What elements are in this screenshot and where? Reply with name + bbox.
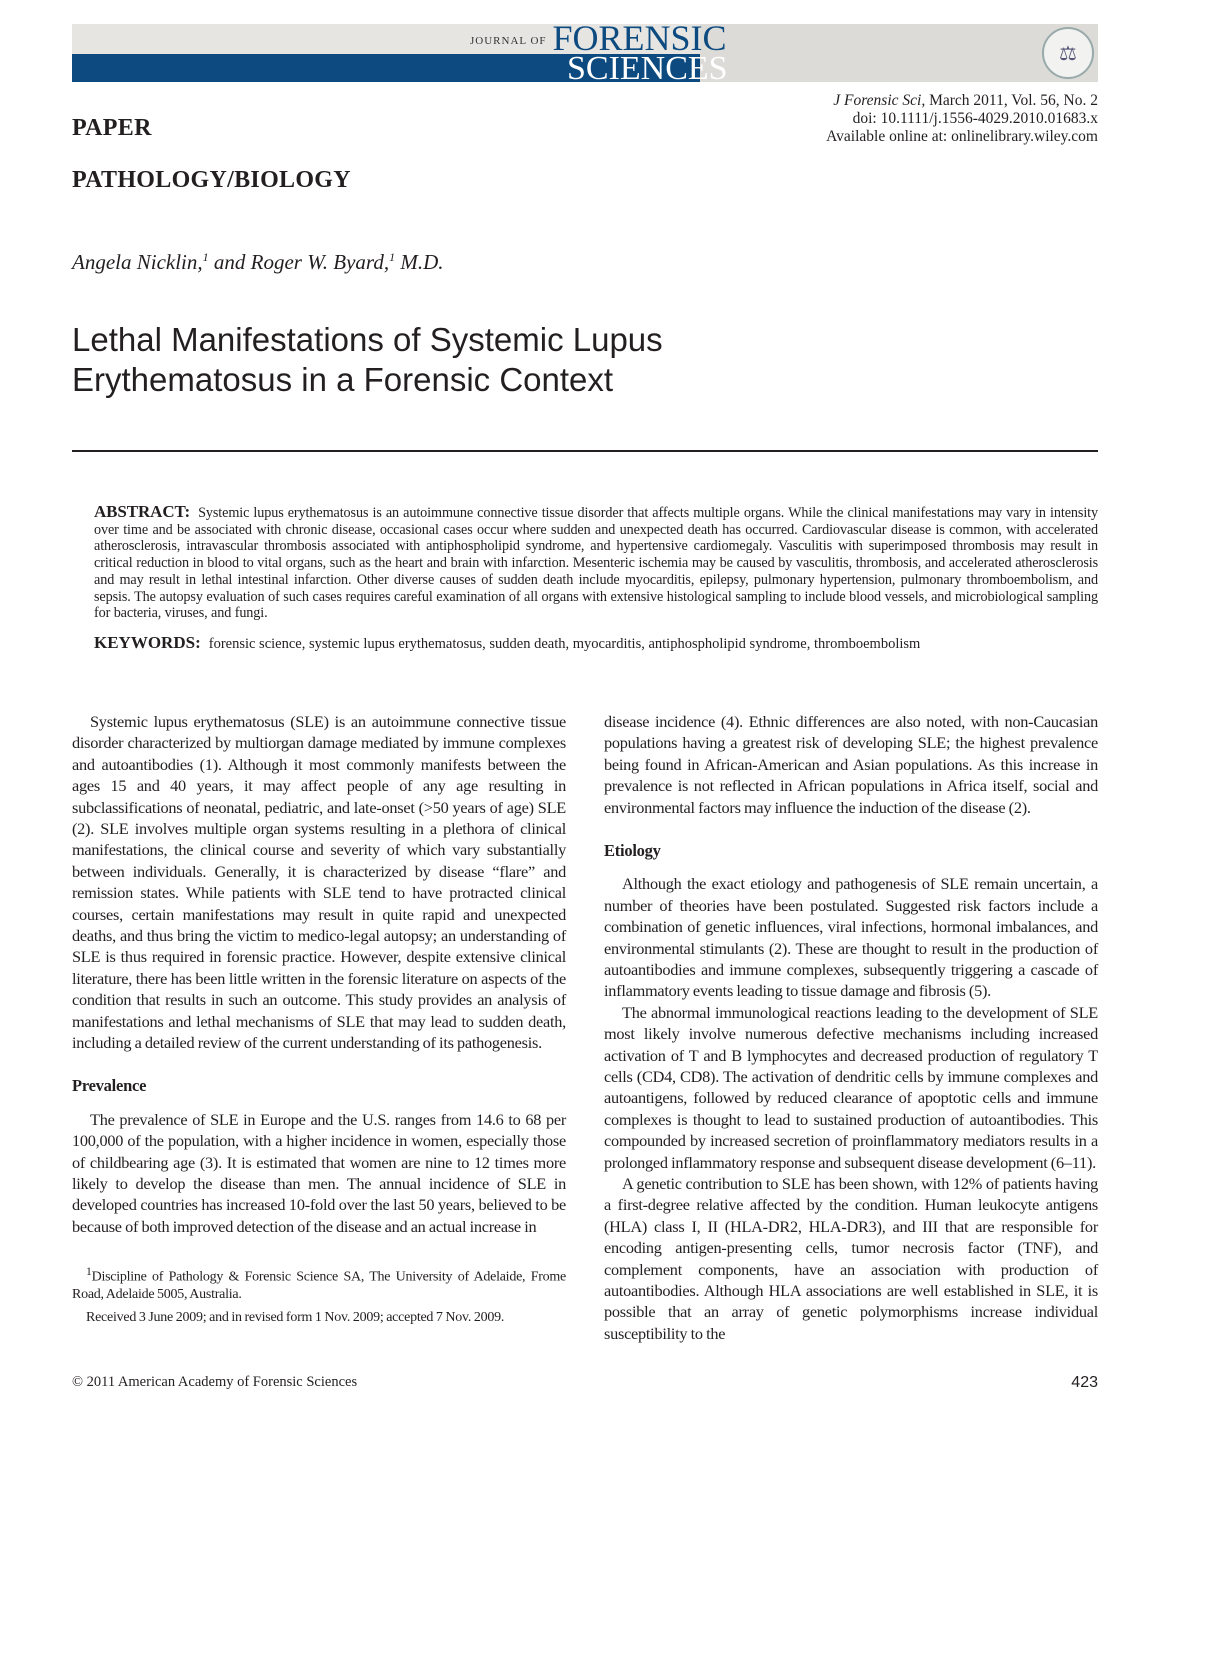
- title-line-2: Erythematosus in a Forensic Context: [72, 361, 614, 398]
- author-2-affil: 1: [389, 250, 396, 264]
- citation-block: [826, 92, 1098, 146]
- etiology-paragraph-2: The abnormal immunological reactions leading to the development of SLE most likely involve numerous defective mechanisms including increased activation of T and B lymphocytes and decreased production of regulatory T cells (CD4, CD8). The activation of dendritic cells by immune complexes and autoantigens, followed by reduced clearance of apoptotic cells and immune complexes is thought to lead to sustained production of autoantibodies. This compounded by increased secretion of proinflammatory mediators results in a prolonged inflammatory response and subsequent disease development (6–11).: [604, 1002, 1098, 1172]
- academy-seal-icon: ⚖: [1042, 27, 1094, 79]
- body-columns: [72, 711, 1098, 1344]
- author-2: and Roger W. Byard,: [208, 250, 390, 274]
- journal-banner: [72, 18, 1098, 87]
- affiliation-note: Discipline of Pathology & Forensic Science SA, The University of Adelaide, Frome Road, Adelaide 5005, Australia.: [72, 1269, 566, 1303]
- citation-journal: J Forensic Sci,: [833, 92, 926, 109]
- paper-title: [72, 320, 663, 400]
- author-2-degree: M.D.: [395, 250, 444, 274]
- main-flow: [72, 504, 1098, 1412]
- authors: [72, 250, 444, 275]
- abstract-text: Systemic lupus erythematosus is an autoimmune connective tissue disorder that affects multiple organs. While the clinical manifestations may vary in intensity over time and be associated with chronic disease, occasional cases occur where sudden and unexpected death has occurred. Cardiovascular disease is common, with accelerated atherosclerosis, intravascular thrombosis associated with antiphospholipid syndrome, and hypertensive cardiomegaly. Vasculitis with superimposed thrombosis may result in critical reduction in blood to vital organs, such as the heart and brain with infarction. Mesenteric ischemia may be caused by vasculitis, thrombosis, and accelerated atherosclerosis and may result in lethal intestinal infarction. Other diverse causes of sudden death include myocarditis, epilepsy, pulmonary hypertension, pulmonary thromboembolism, and sepsis. The autopsy evaluation of such cases requires careful examination of all organs with extensive histological sampling to include blood vessels, and microbiological sampling for bacteria, viruses, and fungi.: [94, 505, 1098, 622]
- affil-marker: 1: [86, 1265, 92, 1279]
- page-footer: [72, 1374, 1098, 1412]
- left-column: [72, 711, 566, 1344]
- intro-paragraph: Systemic lupus erythematosus (SLE) is an autoimmune connective tissue disorder characterized by multiorgan damage mediated by immune complexes and autoantibodies (1). Although it most commonly manifests between the ages 15 and 40 years, it may affect people of any age resulting in subclassifications of neonatal, pediatric, and late-onset (>50 years of age) SLE (2). SLE involves multiple organ systems resulting in a plethora of clinical manifestations, the clinical course and severity of which vary substantially between individuals. Generally, it is characterized by disease “flare” and remission states. While patients with SLE tend to have protracted clinical courses, certain manifestations may result in quite rapid and unexpected deaths, and thus bring the victim to medico-legal autopsy; an understanding of SLE is thus required in forensic practice. However, despite extensive clinical literature, there has been little written in the forensic literature on aspects of the condition that results in such an outcome. This study provides an analysis of manifestations and lethal mechanisms of SLE that may lead to sudden death, including a detailed review of the current understanding of its pathogenesis.: [72, 711, 566, 1053]
- journal-name-line2: SCIENCES: [567, 50, 728, 87]
- heading-etiology: Etiology: [604, 840, 661, 860]
- abstract-label: ABSTRACT:: [94, 502, 191, 521]
- keywords-text: forensic science, systemic lupus erythematosus, sudden death, myocarditis, antiphospholipid syndrome, thromboembolism: [208, 635, 921, 652]
- citation-online: Available online at: onlinelibrary.wiley.com: [826, 128, 1098, 145]
- abstract: [94, 504, 1098, 622]
- title-line-1: Lethal Manifestations of Systemic Lupus: [72, 321, 663, 358]
- citation-doi: doi: 10.1111/j.1556-4029.2010.01683.x: [852, 110, 1098, 127]
- banner-right-panel: [700, 24, 1098, 82]
- page-number: 423: [1071, 1374, 1098, 1392]
- keywords-label: KEYWORDS:: [94, 632, 201, 652]
- title-rule: [72, 450, 1098, 452]
- prevalence-paragraph: The prevalence of SLE in Europe and the U.S. ranges from 14.6 to 68 per 100,000 of the population, with a higher incidence in women, especially those of childbearing age (3). It is estimated that women are nine to 12 times more likely to develop the disease than men. The annual incidence of SLE in developed countries has increased 10-fold over the last 50 years, believed to be because of both improved detection of the disease and an actual increase in: [72, 1109, 566, 1236]
- citation-issue: March 2011, Vol. 56, No. 2: [925, 92, 1098, 109]
- copyright: © 2011 American Academy of Forensic Sciences: [72, 1374, 358, 1391]
- author-1-affil: 1: [202, 250, 209, 264]
- prevalence-paragraph-cont: disease incidence (4). Ethnic differences are also noted, with non-Caucasian populations having a greatest risk of developing SLE; the highest prevalence being found in African-American and Asian populations. As this increase in prevalence is not reflected in African populations in Africa itself, social and environmental factors may influence the induction of the disease (2).: [604, 711, 1098, 817]
- etiology-paragraph-1: Although the exact etiology and pathogenesis of SLE remain uncertain, a number of theories have been postulated. Suggested risk factors include a combination of genetic influences, viral infections, hormonal imbalances, and environmental stimulants (2). These are thought to result in the production of autoantibodies and immune complexes, subsequently triggering a cascade of inflammatory events leading to tissue damage and fibrosis (5).: [604, 874, 1098, 1001]
- keywords: [94, 634, 1098, 653]
- heading-prevalence: Prevalence: [72, 1076, 147, 1096]
- etiology-paragraph-3: A genetic contribution to SLE has been shown, with 12% of patients having a first-degree relative affected by the condition. Human leukocyte antigens (HLA) class I, II (HLA-DR2, HLA-DR3), and III that are responsible for encoding antigen-presenting cells, tumor necrosis factor (TNF), and complement components, have an association with production of autoantibodies. Although HLA associations are well established in SLE, it is possible that an array of genetic polymorphisms increase individual susceptibility to the: [604, 1174, 1098, 1343]
- subsection-label: PATHOLOGY/BIOLOGY: [72, 167, 351, 193]
- journal-name-line1: FORENSIC: [552, 18, 727, 58]
- right-column: [604, 711, 1098, 1344]
- author-1: Angela Nicklin,: [72, 250, 203, 274]
- journal-prefix: JOURNAL OF: [470, 35, 547, 48]
- footnotes: [72, 1263, 566, 1331]
- received-note: Received 3 June 2009; and in revised form 1 Nov. 2009; accepted 7 Nov. 2009.: [86, 1309, 505, 1325]
- section-label: PAPER: [72, 115, 152, 141]
